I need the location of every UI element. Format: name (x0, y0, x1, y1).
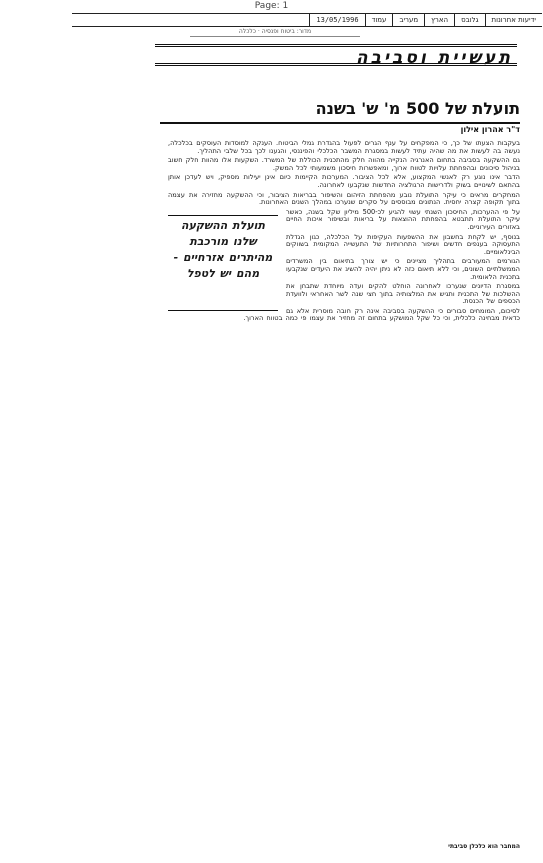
source-sub-strip: מדור: ביטוח ופנסיה · כלכלה (190, 27, 360, 37)
article-paragraph: גם ההשקעה בסביבה בתחום האנרגיה הנקייה מהווה חלק מהתכנית הכוללת של המשרד. השקעות אלו מהוות חלק חשוב בניהול סיכונים ובהפחתת עלויות לטווח ארוך, ומאפשרות חיסכון משמעותי לכל המשק. (168, 156, 520, 172)
article-paragraph: על פי ההערכות, החיסכון השנתי עשוי להגיע לכ-500 מיליון שקל בשנה, כאשר עיקר התועלת תתבטא בהפחתת ההוצאות על בריאות ובשיפור איכות החיים באזורים העירוניים. (286, 207, 520, 231)
page-label: Page: 1 (254, 1, 289, 11)
article-paragraph: הדבר אינו נוגע רק לאנשי המקצוע, אלא לכל הציבור. המערכות הקיימות כיום אינן יעילות מספיק, ויש לעדכן אותן בהתאם לשינויים בשוק ולדרישות הרגולציה החדשות שנקבעו לאחרונה. (168, 173, 520, 189)
article-paragraph: הגורמים המעורבים בתהליך מציינים כי יש צורך בתיאום בין המשרדים הממשלתיים השונים, וכי ללא תיאום כזה לא ניתן יהיה להשיג את היעדים שנקבעו בתכנית הלאומית. (286, 257, 520, 281)
header-item: הארץ (424, 14, 454, 26)
source-header-strip (72, 13, 542, 27)
article-paragraph: המחקרים מראים כי עיקר התועלת נובע מהפחתת הזיהום והשיפור בבריאות הציבור, וכי ההשקעה מחזירה את עצמה בתוך תקופה קצרה יחסית. הנתונים מבוססים על סקרים שנערכו במהלך השנים האחרונות. (168, 190, 520, 207)
article-byline: ד"ר אהרון אילון (460, 125, 520, 134)
article-headline: תועלת של 500 מ' ש' בשנה (160, 98, 520, 124)
header-item: ידיעות אחרונות (485, 14, 543, 26)
header-item: גלובס (454, 14, 484, 26)
article-text (168, 140, 520, 323)
header-item: עמוד (365, 14, 393, 26)
article-paragraph: במסגרת הדיונים שנערכו לאחרונה הוחלט להקים ועדה מיוחדת שתבחן את ההשלכות של התכנית ותגיש את המלצותיה בתוך חצי שנה לשר האחראי ולוועדת הכספים של הכנסת. (286, 282, 520, 306)
article-paragraph: בנוסף, יש לקחת בחשבון את ההשפעות העקיפות על הכלכלה, כגון הגדלת התעסוקה בענפים חדשים ושיפור התחרותיות של התעשייה המקומית בשווקים הבינלאומיים. (286, 232, 520, 256)
pull-quote: תועלת ההשקעה שלנו מורכבת מהיתרים אזרחיים - מהם יש לטפל (168, 215, 278, 311)
section-title: תעשיית וסביבה (155, 44, 517, 66)
article-paragraph: בעקבות הצעתו של כך, כי המפקחים על ענף הגרים לפעול בהגדרת גמלי הביטוח. הענקה למוסדות העוסקים בכלכלה, נעשה בה לעשות את מה שהיה עתיד לעשות במסגרת המשבר הכלכלי והפיננסי, והגענו לכך בכל שלבי התהליך. (168, 140, 520, 155)
article-paragraph: לסיכום, המומחים סבורים כי ההשקעה בסביבה אינה רק חובה מוסרית אלא גם כדאית מבחינה כלכלית, וכי כל שקל המושקע בתחום זה מחזיר את עצמו פי כמה בטווח הארוך. (243, 306, 520, 323)
header-date: 13/05/1996 (309, 14, 364, 26)
author-credit: המחבר הוא כלכלן סביבתי (448, 843, 520, 850)
header-item: מעריב (392, 14, 424, 26)
article-body (168, 140, 520, 835)
